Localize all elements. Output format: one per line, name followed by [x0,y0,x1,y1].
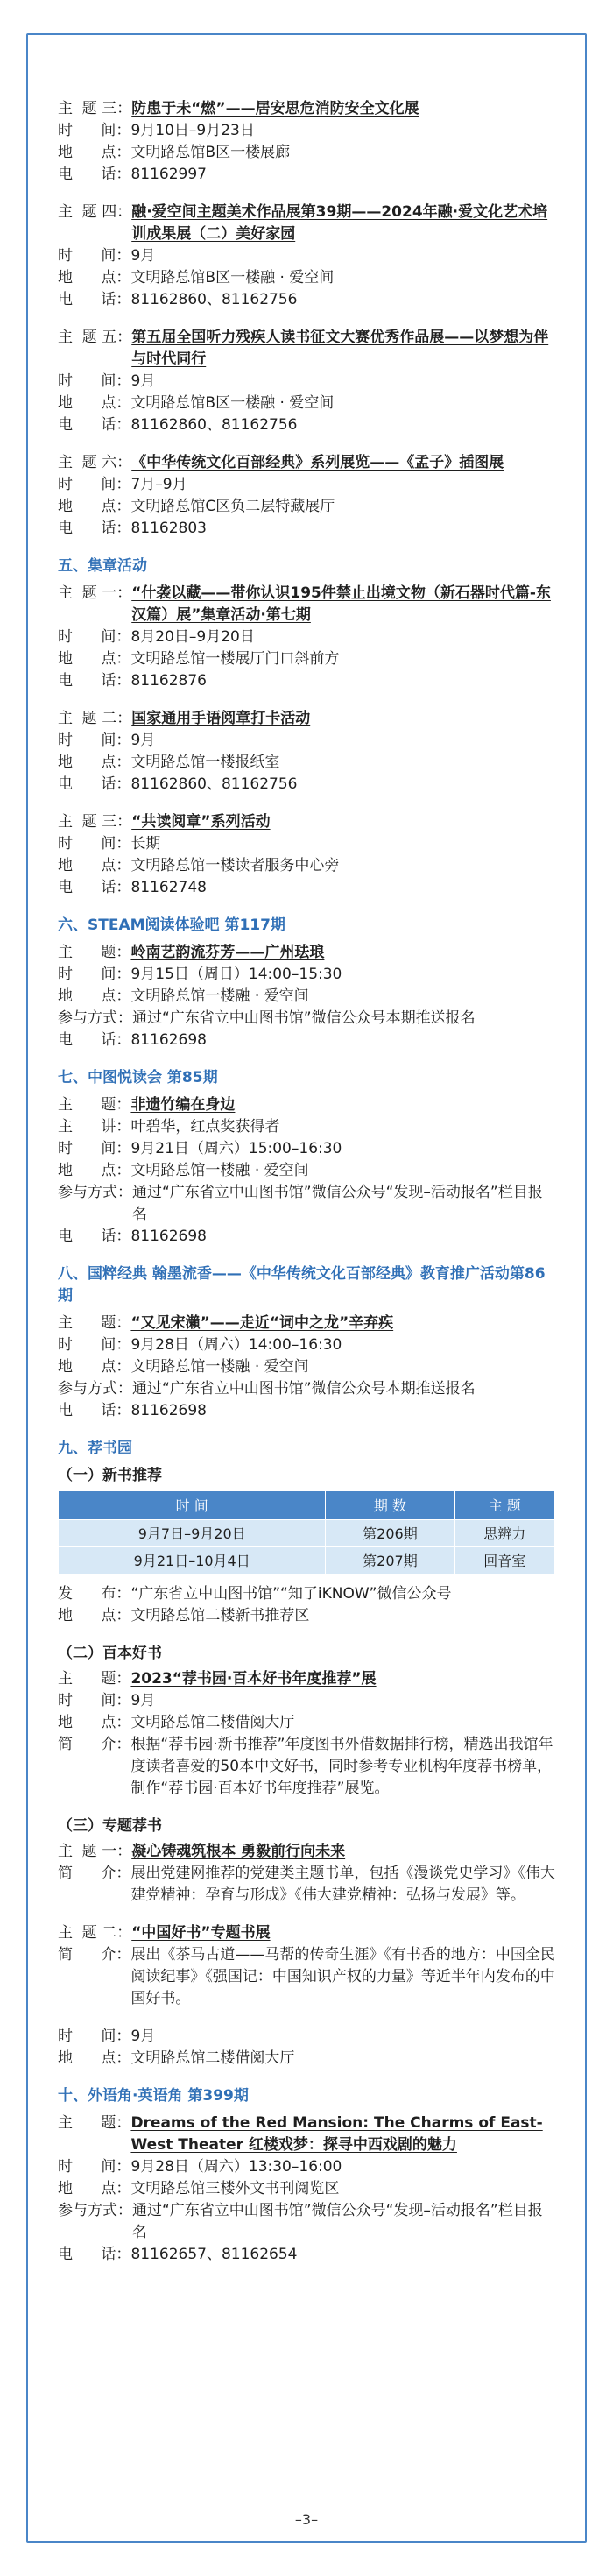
topic-label: 主 题 二： [58,710,132,727]
intro-label: 简 介： [58,1736,131,1753]
time-label: 时 间： [58,122,131,139]
method-value: 通过“广东省立中山图书馆”微信公众号“发现–活动报名”栏目报名 [132,2202,543,2241]
intro-value: 展出党建网推荐的党建类主题书单，包括《漫谈党史学习》《伟大建党精神：孕育与形成》《伟大建党精神：弘扬与发展》等。 [130,1865,555,1904]
section-heading-steam: 六、STEAM阅读体验吧 第117期 [58,916,285,934]
time-value: 长期 [130,835,161,853]
method-value: 通过“广东省立中山图书馆”微信公众号“发现–活动报名”栏目报名 [132,1184,543,1223]
place-label: 地 点： [58,857,131,874]
stamp-event-3 [58,811,555,899]
table-header-theme: 主 题 [454,1491,555,1520]
table-cell: 9月7日–9月20日 [59,1520,326,1547]
method-label: 参与方式： [58,2202,132,2219]
time-value: 8月20日–9月20日 [130,628,255,646]
phone-label: 电 话： [58,2246,131,2263]
table-row [59,1547,555,1575]
place-label: 地 点： [58,2180,131,2197]
place-value: 文明路总馆C区负二层特藏展厅 [130,498,335,515]
time-value: 9月28日（周六）13:30–16:00 [130,2158,342,2176]
time-label: 时 间： [58,1692,131,1709]
event-title: “又见宋瀨”——走近“词中之龙”辛弃疾 [130,1314,394,1332]
method-label: 参与方式： [58,1009,132,1027]
classics-event [58,1313,555,1422]
steam-event [58,942,555,1051]
exhibition-title: 第五届全国听力残疾人读书征文大赛优秀作品展——以梦想为伴 与时代同行 [131,329,549,368]
event-title: 岭南艺韵流芬芳——广州珐琅 [130,944,325,961]
exhibition-title: 融·爱空间主题美术作品展第39期——2024年融·爱文化艺术培训成果展（二）美好家园 [131,203,548,243]
table-row [59,1520,555,1547]
place-label: 地 点： [58,987,131,1005]
phone-label: 电 话： [58,775,131,793]
time-value: 9月 [130,247,156,265]
topic-label: 主 题 二： [58,1924,132,1942]
place-value: 文明路总馆一楼报纸室 [130,754,280,771]
time-label: 时 间： [58,247,131,265]
phone-label: 电 话： [58,416,131,434]
place-value: 文明路总馆B区一楼融 · 爱空间 [130,269,335,287]
place-label: 地 点： [58,1714,131,1731]
time-value: 9月 [130,372,156,390]
exhibition-title: 防患于未“燃”——居安思危消防安全文化展 [131,100,419,117]
time-label: 时 间： [58,476,131,493]
hundred-books-event [58,1668,555,1800]
method-label: 参与方式： [58,1184,132,1201]
table-header-issue: 期 数 [326,1491,454,1520]
event-title: 凝心铸魂筑根本 勇毅前行向未来 [131,1843,346,1860]
themed-books-topic-1 [58,1841,555,1907]
phone-value: 81162860、81162756 [130,291,298,308]
time-label: 时 间： [58,966,131,983]
themed-books-info [58,2026,555,2070]
table-cell: 第206期 [326,1520,454,1547]
place-label: 地 点： [58,1607,131,1624]
intro-value: 根据“荐书园·新书推荐”年度图书外借数据排行榜，精选出我馆年度读者喜爱的50本中文好书，同时参考专业机构年度荐书榜单，制作“荐书园·百本好书年度推荐”展览。 [130,1736,553,1797]
phone-value: 81162698 [130,1402,207,1419]
event-title: 非遗竹编在身边 [130,1096,236,1114]
exhibition-6 [58,452,555,540]
event-title: “共读阅章”系列活动 [131,813,271,831]
time-label: 时 间： [58,2028,131,2045]
subsection-themed-books: （三）专题荐书 [58,1817,162,1835]
topic-label: 主 题 一： [58,1843,132,1860]
place-label: 地 点： [58,754,131,771]
phone-label: 电 话： [58,879,131,896]
place-label: 地 点： [58,394,131,412]
section-heading-book-garden: 九、荐书园 [58,1440,132,1457]
speaker-label: 主 讲： [58,1118,131,1136]
time-label: 时 间： [58,732,131,749]
new-books-info [58,1583,555,1627]
topic-label: 主 题 一： [58,584,132,602]
phone-value: 81162803 [130,520,207,537]
place-label: 地 点： [58,2049,131,2067]
table-cell: 回音室 [454,1547,555,1575]
phone-label: 电 话： [58,520,131,537]
table-cell: 9月21日–10月4日 [59,1547,326,1575]
place-value: 文明路总馆二楼借阅大厅 [130,2049,295,2067]
place-value: 文明路总馆一楼融 · 爱空间 [130,1162,309,1179]
topic-label: 主 题 五： [58,329,132,346]
time-value: 9月 [130,732,156,749]
time-label: 时 间： [58,628,131,646]
phone-label: 电 话： [58,291,131,308]
section-heading-stamp-collecting: 五、集章活动 [58,557,147,575]
table-header-time: 时 间 [59,1491,326,1520]
phone-value: 81162997 [130,166,207,183]
phone-label: 电 话： [58,672,131,690]
event-title: 2023“荐书园·百本好书年度推荐”展 [130,1670,377,1688]
method-value: 通过“广东省立中山图书馆”微信公众号本期推送报名 [132,1380,476,1398]
place-label: 地 点： [58,144,131,161]
phone-value: 81162698 [130,1228,207,1245]
topic-label: 主 题 三： [58,100,132,117]
themed-books-topic-2 [58,1922,555,2010]
publish-value: “广东省立中山图书馆”“知了iKNOW”微信公众号 [130,1585,452,1603]
english-corner-event [58,2112,555,2266]
place-value: 文明路总馆一楼融 · 爱空间 [130,1358,309,1376]
speaker-value: 叶碧华，红点奖获得者 [130,1118,280,1136]
time-value: 7月–9月 [130,476,187,493]
place-label: 地 点： [58,269,131,287]
phone-label: 电 话： [58,1031,131,1049]
time-value: 9月15日（周日）14:00–15:30 [130,966,342,983]
subsection-new-books: （一）新书推荐 [58,1467,162,1484]
time-value: 9月10日–9月23日 [130,122,255,139]
phone-value: 81162698 [130,1031,207,1049]
place-value: 文明路总馆一楼展厅门口斜前方 [130,650,340,668]
topic-label: 主 题： [58,2114,131,2132]
topic-label: 主 题： [58,1314,131,1332]
topic-label: 主 题： [58,944,131,961]
phone-value: 81162748 [130,879,207,896]
stamp-event-1 [58,583,555,692]
place-label: 地 点： [58,1358,131,1376]
time-value: 9月 [130,1692,156,1709]
place-label: 地 点： [58,650,131,668]
time-label: 时 间： [58,1140,131,1157]
phone-label: 电 话： [58,166,131,183]
exhibition-3 [58,98,555,186]
phone-value: 81162876 [130,672,207,690]
time-label: 时 间： [58,372,131,390]
intro-label: 简 介： [58,1865,131,1882]
time-label: 时 间： [58,1336,131,1354]
place-value: 文明路总馆二楼借阅大厅 [130,1714,295,1731]
phone-value: 81162860、81162756 [130,416,298,434]
time-label: 时 间： [58,2158,131,2176]
topic-label: 主 题： [58,1096,131,1114]
event-title: “中国好书”专题书展 [131,1924,271,1942]
reading-club-event [58,1094,555,1248]
new-books-schedule-table [58,1490,555,1575]
time-value: 9月 [130,2028,156,2045]
place-value: 文明路总馆B区一楼展廊 [130,144,291,161]
time-label: 时 间： [58,835,131,853]
method-label: 参与方式： [58,1380,132,1398]
page-content [58,98,555,2282]
topic-label: 主 题 六： [58,454,132,471]
time-value: 9月28日（周六）14:00–16:30 [130,1336,342,1354]
topic-label: 主 题 三： [58,813,132,831]
time-value: 9月21日（周六）15:00–16:30 [130,1140,342,1157]
page-number: –3– [294,2511,319,2528]
section-heading-english-corner: 十、外语角·英语角 第399期 [58,2087,249,2105]
intro-label: 简 介： [58,1946,131,1964]
event-title: “什袭以藏——带你认识195件禁止出境文物（新石器时代篇-东汉篇）展”集章活动·第七期 [131,584,551,624]
place-value: 文明路总馆三楼外文书刊阅览区 [130,2180,340,2197]
place-value: 文明路总馆一楼读者服务中心旁 [130,857,340,874]
place-value: 文明路总馆一楼融 · 爱空间 [130,987,309,1005]
phone-label: 电 话： [58,1402,131,1419]
topic-label: 主 题： [58,1670,131,1688]
table-cell: 思辨力 [454,1520,555,1547]
place-value: 文明路总馆B区一楼融 · 爱空间 [130,394,335,412]
place-value: 文明路总馆二楼新书推荐区 [130,1607,310,1624]
phone-value: 81162657、81162654 [130,2246,298,2263]
topic-label: 主 题 四： [58,203,132,221]
exhibition-title: 《中华传统文化百部经典》系列展览——《孟子》插图展 [131,454,504,471]
phone-value: 81162860、81162756 [130,775,298,793]
section-heading-reading-club: 七、中图悦读会 第85期 [58,1069,218,1086]
stamp-event-2 [58,708,555,796]
event-title: Dreams of the Red Mansion: The Charms of East-West Theater 红楼戏梦：探寻中西戏剧的魅力 [130,2114,543,2154]
section-heading-classics: 八、国粹经典 翰墨流香——《中华传统文化百部经典》教育推广活动第86期 [58,1265,546,1305]
intro-value: 展出《茶马古道——马帮的传奇生涯》《有书香的地方：中国全民阅读纪事》《强国记：中国知识产权的力量》等近半年内发布的中国好书。 [130,1946,555,2007]
subsection-hundred-books: （二）百本好书 [58,1645,162,1662]
table-cell: 第207期 [326,1547,454,1575]
exhibition-4 [58,202,555,311]
place-label: 地 点： [58,1162,131,1179]
event-title: 国家通用手语阅章打卡活动 [131,710,311,727]
publish-label: 发 布： [58,1585,131,1603]
exhibition-5 [58,327,555,436]
place-label: 地 点： [58,498,131,515]
method-value: 通过“广东省立中山图书馆”微信公众号本期推送报名 [132,1009,476,1027]
phone-label: 电 话： [58,1228,131,1245]
